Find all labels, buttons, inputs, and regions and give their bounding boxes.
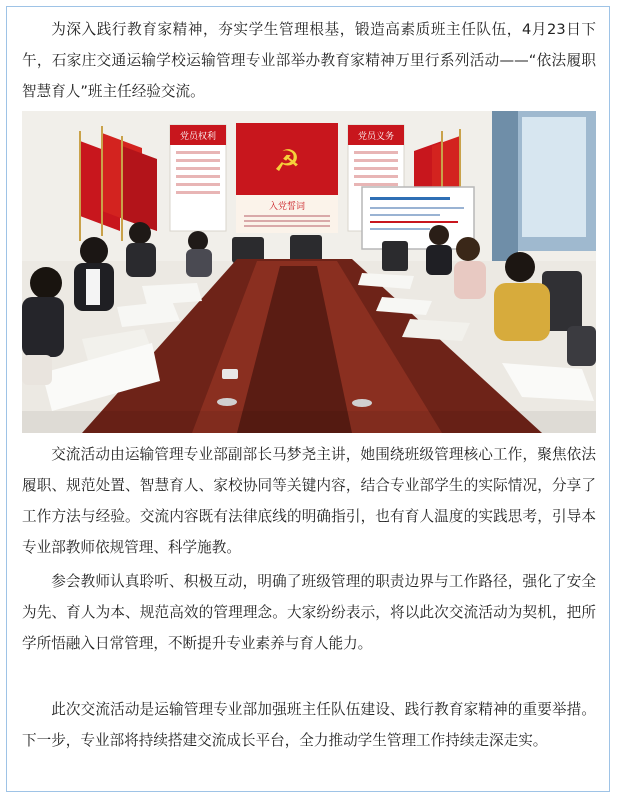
panel-right-title: 党员义务	[357, 132, 395, 142]
panel-party-rights	[170, 125, 226, 231]
projection-screen	[362, 187, 474, 249]
meeting-photo	[22, 111, 596, 433]
panel-oath	[236, 123, 338, 233]
panel-center-title: 入党誓词	[268, 202, 306, 212]
chair	[382, 241, 408, 271]
paragraph-speaker: 交流活动由运输管理专业部副部长马梦尧主讲，她围绕班级管理核心工作，聚焦依法履职、规范处置、智慧育人、家校协同等关键内容，结合专业部学生的实际情况，分享了工作方法与经验。交流内容既有法律底线的明确指引，也有育人温度的实践思考，引导本专业部教师依规管理、科学施教。	[22, 446, 596, 556]
party-emblem-icon: ☭	[273, 144, 301, 179]
chair	[290, 235, 322, 263]
paragraph-participants: 参会教师认真聆听、积极互动，明确了班级管理的职责边界与工作路径，强化了安全为先、育人为本、规范高效的管理理念。大家纷纷表示，将以此次交流活动为契机，把所学所悟融入日常管理，不断提升专业素养与育人能力。	[22, 573, 596, 652]
paragraph-conclusion: 此次交流活动是运输管理专业部加强班主任队伍建设、践行教育家精神的重要举措。下一步，专业部将持续搭建交流成长平台，全力推动学生管理工作持续走深走实。	[22, 701, 596, 749]
panel-left-title: 党员权利	[179, 132, 217, 142]
paragraph-intro: 为深入践行教育家精神，夯实学生管理根基，锻造高素质班主任队伍，4月23日下午，石家庄交通运输学校运输管理专业部举办教育家精神万里行系列活动——“依法履职 智慧育人”班主任经验交流。	[22, 21, 596, 100]
curtain	[492, 111, 518, 261]
